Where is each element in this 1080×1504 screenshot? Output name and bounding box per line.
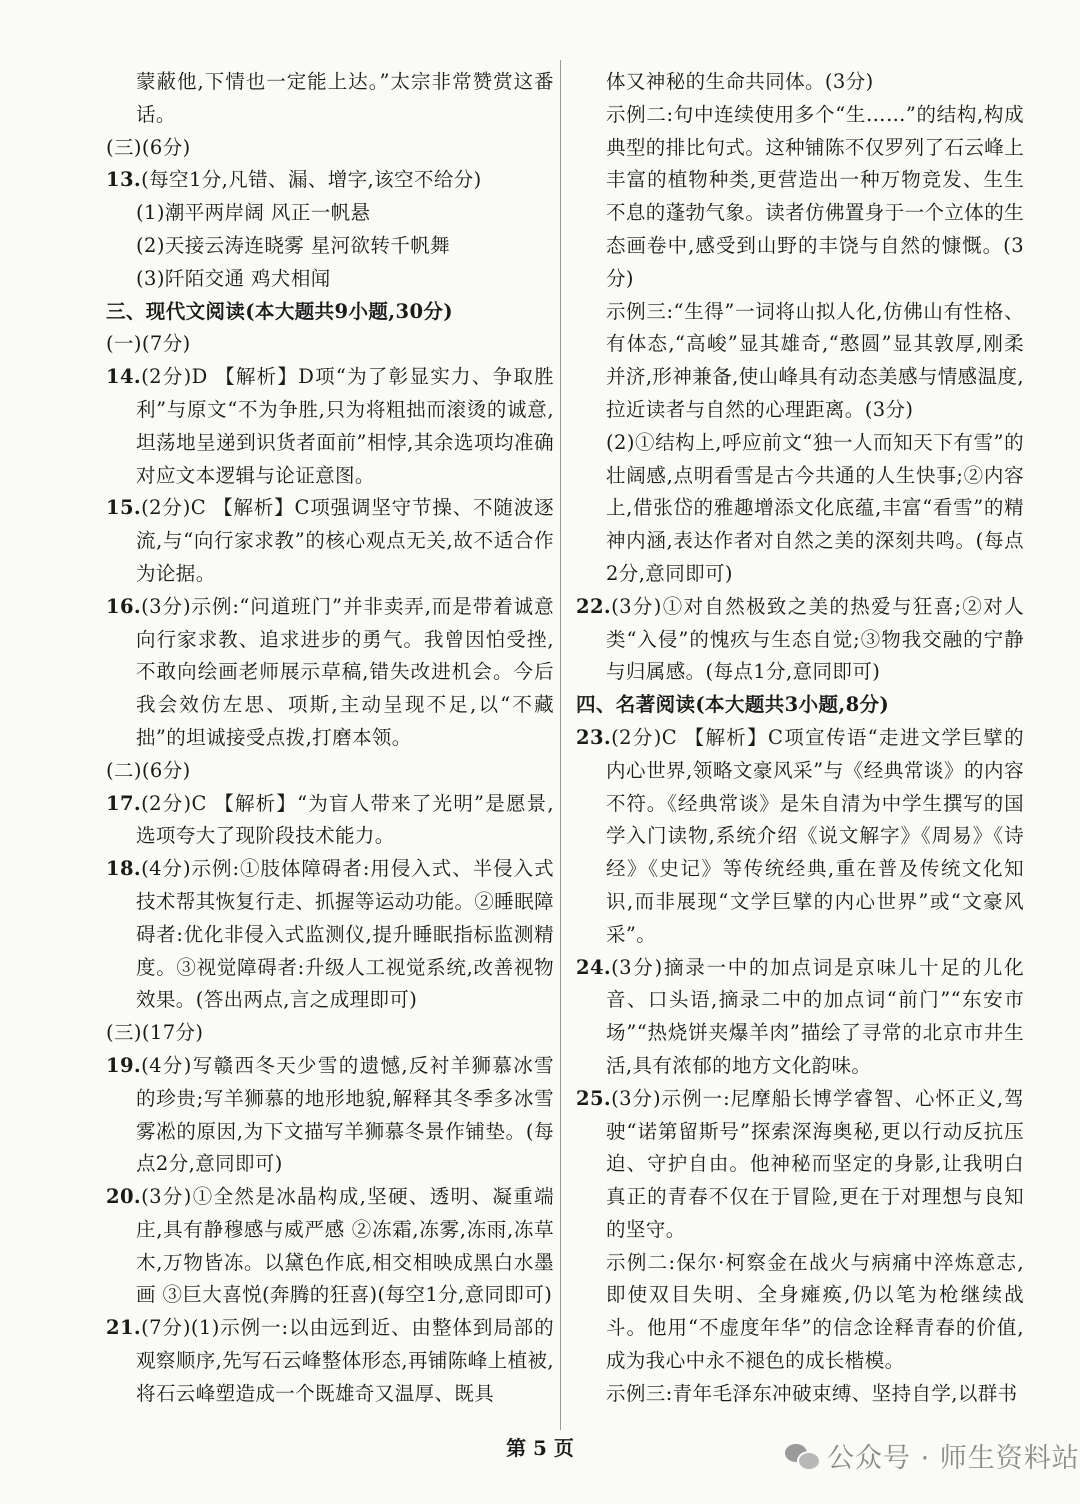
answer-text: 示例二:保尔·柯察金在战火与病痛中淬炼意志,即使双目失明、全身瘫痪,仍以笔为枪继续战斗。他用“不虚度年华”的信念诠释青春的价值,成为我心中永不褪色的成长楷模。	[606, 1250, 1024, 1373]
page-number: 第 5 页	[506, 1436, 574, 1460]
answer-text: (3分)①对自然极致之美的热爱与狂喜;②对人类“入侵”的愧疚与生态自觉;③物我交融的宁静与归属感。(每点1分,意同即可)	[606, 594, 1024, 684]
answer-text: (4分)写赣西冬天少雪的遗憾,反衬羊狮慕冰雪的珍贵;写羊狮慕的地形地貌,解释其冬季多冰雪雾凇的原因,为下文描写羊狮慕冬景作铺垫。(每点2分,意同即可)	[136, 1053, 554, 1176]
right-answer-line	[576, 1083, 1024, 1247]
question-number: 19.	[106, 1053, 142, 1077]
left-answer-line	[106, 197, 554, 230]
answer-text: (每空1分,凡错、漏、增字,该空不给分)	[141, 168, 482, 192]
left-answer-line	[106, 328, 554, 361]
answer-text: (3分)①全然是冰晶构成,坚硬、透明、凝重端庄,具有静穆感与威严感 ②冻霜,冻雾,冻雨,冻草木,万物皆冻。以黛色作底,相交相映成黑白水墨画 ③巨大喜悦(奔腾的狂喜)(每空1分,意同即可)	[136, 1185, 554, 1307]
column-divider	[560, 60, 561, 1430]
left-answer-line	[106, 296, 554, 329]
answer-text: (2分)D 【解析】D项“为了彰显实力、争取胜利”与原文“不为争胜,只为将粗拙而滚烫的诚意,坦荡地呈递到识货者面前”相悖,其余选项均准确对应文本逻辑与论证意图。	[136, 365, 554, 487]
left-column	[106, 66, 554, 1411]
answer-text: (4分)示例:①肢体障碍者:用侵入式、半侵入式技术帮其恢复行走、抓握等运动功能。②睡眠障碍者:优化非侵入式监测仪,提升睡眠指标监测精度。③视觉障碍者:升级人工视觉系统,改善视物效果。(答出两点,言之成理即可)	[136, 857, 554, 1012]
right-answer-line	[576, 1378, 1024, 1411]
answer-text: 三、现代文阅读(本大题共9小题,30分)	[106, 299, 453, 323]
question-number: 15.	[106, 496, 142, 520]
question-number: 23.	[576, 725, 612, 749]
answer-text: (1)潮平两岸阔 风正一帆悬	[136, 201, 371, 225]
question-number: 20.	[106, 1185, 142, 1209]
answer-text: (7分)(1)示例一:以由远到近、由整体到局部的观察顺序,先写石云峰整体形态,再铺陈峰上植被,将石云峰塑造成一个既雄奇又温厚、既具	[136, 1316, 554, 1405]
left-answer-line	[106, 361, 554, 492]
answer-text: 四、名著阅读(本大题共3小题,8分)	[576, 693, 890, 717]
question-number: 16.	[106, 594, 142, 618]
right-answer-line	[576, 99, 1024, 296]
answer-text: (一)(7分)	[106, 332, 191, 356]
wechat-icon	[785, 1442, 819, 1470]
question-number: 24.	[576, 955, 612, 979]
right-answer-line	[576, 722, 1024, 952]
answer-text: (2)天接云涛连晓雾 星河欲转千帆舞	[136, 233, 451, 257]
answer-text: 蒙蔽他,下情也一定能上达。”太宗非常赞赏这番话。	[136, 70, 554, 126]
answer-text: (2分)C 【解析】“为盲人带来了光明”是愿景,选项夸大了现阶段技术能力。	[136, 791, 554, 848]
question-number: 18.	[106, 857, 142, 881]
answer-text: (3)阡陌交通 鸡犬相闻	[136, 266, 331, 290]
right-answer-line	[576, 591, 1024, 689]
answer-text: 示例三:青年毛泽东冲破束缚、坚持自学,以群书	[606, 1381, 1018, 1405]
left-answer-line	[106, 132, 554, 165]
right-answer-line	[576, 952, 1024, 1083]
left-answer-line	[106, 492, 554, 590]
left-answer-line	[106, 66, 554, 132]
answer-text: 体又神秘的生命共同体。(3分)	[606, 70, 874, 93]
answer-text: (3分)示例一:尼摩船长博学睿智、心怀正义,驾驶“诺第留斯号”探索深海奥秘,更以行动反抗压迫、守护自由。他神秘而坚定的身影,让我明白真正的青春不仅在于冒险,更在于对理想与良知的坚守。	[606, 1086, 1024, 1241]
answer-text: (2分)C 【解析】C项宣传语“走进文学巨擘的内心世界,领略文豪风采”与《经典常谈》的内容不符。《经典常谈》是朱自清为中学生撰写的国学入门读物,系统介绍《说文解字》《周易》《诗经》《史记》等传统经典,重在普及传统文化知识,而非展现“文学巨擘的内心世界”或“文豪风采”。	[606, 725, 1024, 946]
right-answer-line	[576, 427, 1024, 591]
answer-text: 示例三:“生得”一词将山拟人化,仿佛山有性格、有体态,“高峻”显其雄奇,“憨圆”显其敦厚,刚柔并济,形神兼备,使山峰具有动态美感与情感温度,拉近读者与自然的心理距离。(3分)	[606, 299, 1024, 421]
left-answer-line	[106, 1181, 554, 1312]
question-number: 14.	[106, 365, 142, 389]
answer-text: (三)(17分)	[106, 1021, 204, 1045]
right-column	[576, 66, 1024, 1411]
right-answer-line	[576, 689, 1024, 722]
left-answer-line	[106, 263, 554, 296]
left-answer-line	[106, 1050, 554, 1181]
answer-text: (二)(6分)	[106, 758, 191, 782]
left-answer-line	[106, 853, 554, 1017]
left-answer-line	[106, 1312, 554, 1410]
question-number: 25.	[576, 1086, 612, 1110]
answer-text: (三)(6分)	[106, 135, 191, 159]
right-answer-line	[576, 1247, 1024, 1378]
watermark	[785, 1436, 1080, 1475]
question-number: 13.	[106, 168, 142, 192]
answer-text: 示例二:句中连续使用多个“生……”的结构,构成典型的排比句式。这种铺陈不仅罗列了石云峰上丰富的植物种类,更营造出一种万物竞发、生生不息的蓬勃气象。读者仿佛置身于一个立体的生态画卷中,感受到山野的丰饶与自然的慷慨。(3分)	[606, 102, 1024, 290]
left-answer-line	[106, 1017, 554, 1050]
left-answer-line	[106, 788, 554, 854]
question-number: 21.	[106, 1316, 142, 1340]
watermark-text: 公众号 · 师生资料站	[827, 1443, 1080, 1474]
question-number: 17.	[106, 791, 142, 815]
answer-text: (3分)摘录一中的加点词是京味儿十足的儿化音、口头语,摘录二中的加点词“前门”“东安市场”“热烧饼夹爆羊肉”描绘了寻常的北京市井生活,具有浓郁的地方文化韵味。	[606, 955, 1024, 1077]
answer-text: (2分)C 【解析】C项强调坚守节操、不随波逐流,与“向行家求教”的核心观点无关,故不适合作为论据。	[136, 496, 554, 585]
answer-text: (2)①结构上,呼应前文“独一人而知天下有雪”的壮阔感,点明看雪是古今共通的人生快事;②内容上,借张岱的雅趣增添文化底蕴,丰富“看雪”的精神内涵,表达作者对自然之美的深刻共鸣。(每点2分,意同即可)	[606, 430, 1024, 585]
left-answer-line	[106, 230, 554, 263]
question-number: 22.	[576, 594, 612, 618]
left-answer-line	[106, 755, 554, 788]
right-answer-line	[576, 296, 1024, 427]
right-answer-line	[576, 66, 1024, 99]
left-answer-line	[106, 591, 554, 755]
answer-text: (3分)示例:“问道班门”并非卖弄,而是带着诚意向行家求教、追求进步的勇气。我曾因怕受挫,不敢向绘画老师展示草稿,错失改进机会。今后我会效仿左思、项斯,主动呈现不足,以“不藏拙”的坦诚接受点拨,打磨本领。	[136, 594, 554, 749]
left-answer-line	[106, 164, 554, 197]
